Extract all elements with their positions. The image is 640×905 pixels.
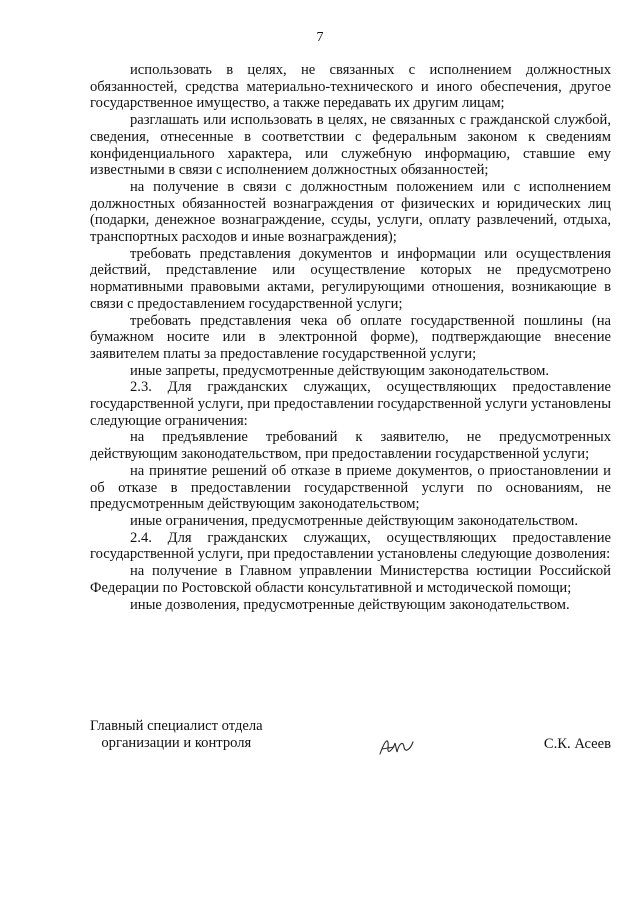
paragraph: разглашать или использовать в целях, не связанных с гражданской службой, сведения, отнесенные в соответствии с федеральным законом к сведениям конфиденциального характера, или служебную информацию, ставшие ему известными в связи с исполнением должностных обязанностей;: [90, 112, 611, 179]
handwritten-signature: [376, 732, 416, 758]
signer-position-line1: Главный специалист отдела: [90, 718, 263, 734]
paragraph: на принятие решений об отказе в приеме документов, о приостановлении и об отказе в предоставлении государственной услуги по основаниям, не предусмотренным действующим законодательством;: [90, 462, 611, 513]
paragraph: иные дозволения, предусмотренные действующим законодательством.: [130, 596, 570, 613]
page-number: 7: [316, 30, 324, 45]
paragraph: иные запреты, предусмотренные действующим законодательством.: [130, 362, 550, 379]
document-body: [90, 62, 611, 613]
signer-name: С.К. Асеев: [543, 736, 611, 752]
paragraph: 2.3. Для гражданских служащих, осуществляющих предоставление государственной услуги, при предоставлении государственной услуги установлены следующие ограничения:: [90, 379, 611, 429]
paragraph: на получение в связи с должностным положением или с исполнением должностных обязанностей вознаграждения от физических и юридических лиц (подарки, денежное вознаграждение, ссуды, услуги, оплату развлечений, отдыха, транспортных расходов и иные вознаграждения);: [90, 178, 611, 246]
paragraph: использовать в целях, не связанных с исполнением должностных обязанностей, средства материально-технического и иного обеспечения, другое государственное имущество, а также передавать их другим лицам;: [90, 62, 611, 112]
paragraph: 2.4. Для гражданских служащих, осуществляющих предоставление государственной услуги, при предоставлении установлены следующие дозволения:: [90, 529, 611, 563]
paragraph: требовать представления документов и информации или осуществления действий, представление или осуществление которых не предусмотрено нормативными правовыми актами, регулирующими отношения, возникающие в связи с предоставлением государственной услуги;: [90, 245, 611, 312]
paragraph: на получение в Главном управлении Министерства юстиции Российской Федерации по Ростовской области консультативной и мстодической помощи;: [90, 563, 611, 596]
paragraph: иные ограничения, предусмотренные действующим законодательством.: [130, 512, 579, 529]
paragraph: требовать представления чека об оплате государственной пошлины (на бумажном носите или в электронной форме), подтверждающие внесение заявителем платы за предоставление государственной услуги;: [90, 312, 611, 362]
signature-block: [90, 718, 611, 768]
signer-position-line2: организации и контроля: [101, 735, 252, 751]
paragraph: на предъявление требований к заявителю, не предусмотренных действующим законодательством, при предоставлении государственной услуги;: [90, 429, 611, 463]
signer-position: [90, 718, 263, 752]
